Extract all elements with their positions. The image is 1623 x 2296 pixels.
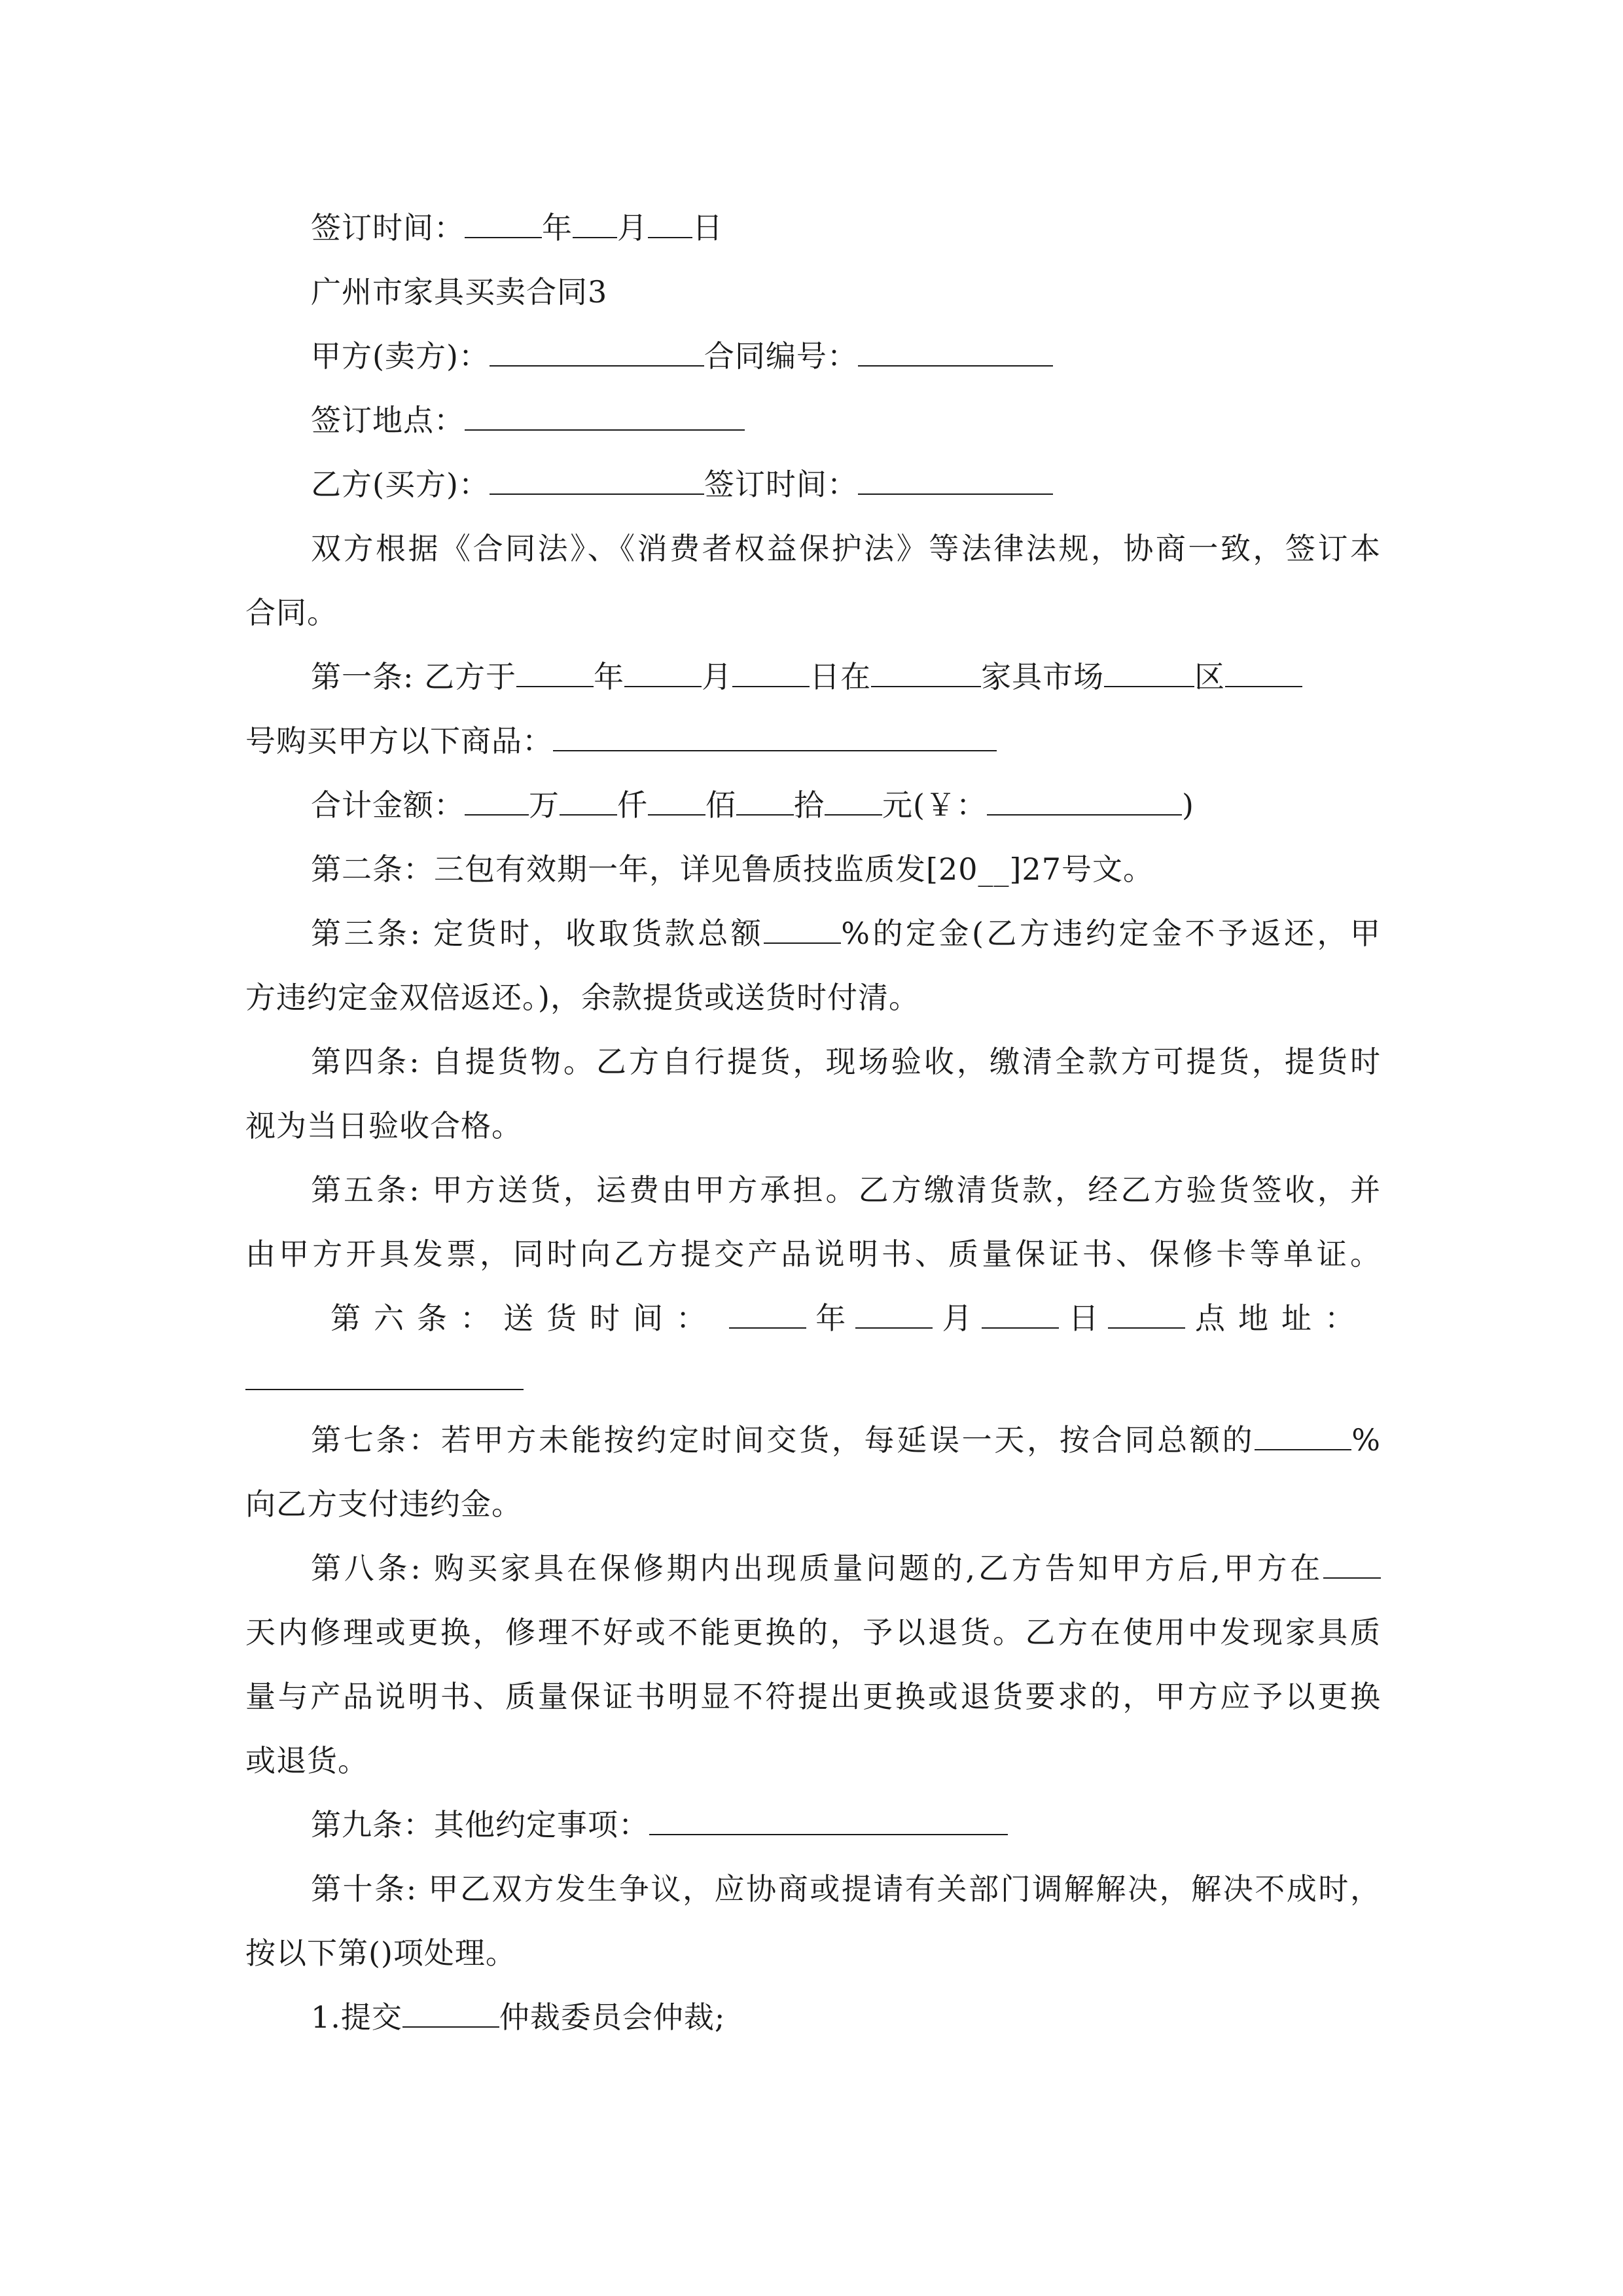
article7-line-2: 向乙方支付违约金。 — [245, 1486, 522, 1522]
article9-line — [311, 1805, 1381, 1844]
sign-place-blank — [465, 402, 745, 431]
article4-line-2: 视为当日验收合格。 — [245, 1108, 522, 1143]
year-text: 年 — [542, 210, 573, 245]
sign-place-label: 签订地点： — [311, 403, 465, 438]
article7-line-1 — [311, 1420, 1381, 1460]
shi-text: 拾 — [794, 787, 825, 823]
article3-part-b: %的定金(乙方违约定金不予返还，甲 — [841, 916, 1382, 951]
article1-line-1 — [311, 657, 1381, 696]
bai-text: 佰 — [705, 787, 736, 823]
qian-text: 仟 — [617, 787, 648, 823]
a1-district: 区 — [1194, 659, 1226, 694]
article3-line-1 — [311, 914, 1381, 953]
article3-line-2: 方违约定金双倍返还。)，余款提货或送货时付清。 — [245, 980, 919, 1015]
article1-line-2 — [245, 721, 1381, 761]
deposit-blank — [764, 915, 841, 944]
party-b-line — [311, 465, 1381, 504]
sign-date-label: 签订时间： — [311, 210, 465, 245]
a1-day-blank — [732, 658, 810, 687]
party-a-blank — [490, 338, 704, 367]
a1-month-blank — [624, 658, 702, 687]
article6-line — [330, 1299, 1368, 1338]
a6-address-blank — [245, 1389, 524, 1390]
sign-date-line — [311, 208, 1381, 247]
article10-line-1: 第十条: 甲乙双方发生争议，应协商或提请有关部门调解解决，解决不成时， — [311, 1871, 1381, 1907]
close-paren: ) — [1181, 787, 1194, 823]
a1-place-blank — [871, 658, 981, 687]
year-blank — [465, 209, 542, 238]
a6-address-label: 点地址： — [1195, 1300, 1368, 1336]
a8-days-blank — [1323, 1550, 1381, 1579]
article7-text: 第七条：若甲方未能按约定时间交货，每延误一天，按合同总额的 — [311, 1422, 1255, 1458]
party-a-line — [311, 336, 1381, 376]
article5-line-2: 由甲方开具发票，同时向乙方提交产品说明书、质量保证书、保修卡等单证。 — [245, 1236, 1381, 1272]
a6-day: 日 — [1068, 1300, 1099, 1336]
article9-label: 第九条：其他约定事项： — [311, 1807, 649, 1842]
article8-line-4: 或退货。 — [245, 1743, 368, 1778]
article1-line2-prefix: 号购买甲方以下商品： — [245, 723, 553, 759]
a7-rate-blank — [1255, 1422, 1351, 1450]
item1-prefix: 1.提交 — [311, 2000, 402, 2035]
a1-goods-blank — [553, 723, 997, 751]
preamble-line-2: 合同。 — [245, 595, 338, 630]
article8-text: 第八条: 购买家具在保修期内出现质量问题的,乙方告知甲方后,甲方在 — [311, 1551, 1323, 1586]
a1-number-blank — [1225, 658, 1302, 687]
sign-time-label: 签订时间： — [704, 467, 858, 502]
preamble-line-1: 双方根据《合同法》、《消费者权益保护法》等法律法规，协商一致，签订本 — [311, 531, 1381, 566]
article6-prefix: 第六条：送货时间： — [330, 1300, 719, 1336]
day-blank — [648, 209, 692, 238]
shi-blank — [736, 787, 794, 816]
wan-text: 万 — [529, 787, 560, 823]
month-text: 月 — [617, 210, 648, 245]
article2-line: 第二条：三包有效期一年，详见鲁质技监质发[20__]27号文。 — [311, 852, 1154, 887]
a1-district-blank — [1104, 658, 1194, 687]
contract-no-label: 合同编号： — [704, 338, 858, 374]
a7-percent: % — [1351, 1422, 1381, 1458]
month-blank — [573, 209, 617, 238]
a9-other-blank — [649, 1806, 1008, 1835]
bai-blank — [648, 787, 705, 816]
party-a-label: 甲方(卖方)： — [311, 338, 490, 374]
item1-line — [311, 1998, 1381, 2037]
sign-place-line — [311, 401, 1381, 440]
yuan-blank — [825, 787, 882, 816]
article8-line-2: 天内修理或更换，修理不好或不能更换的，予以退货。乙方在使用中发现家具质 — [245, 1615, 1381, 1650]
total-amount-line — [311, 785, 1381, 825]
day-text: 日 — [692, 210, 723, 245]
article1-prefix: 第一条: 乙方于 — [311, 659, 517, 694]
article8-line-1 — [311, 1549, 1381, 1588]
wan-blank — [465, 787, 529, 816]
contract-no-blank — [858, 338, 1053, 367]
rmb-blank — [987, 787, 1182, 816]
item1-suffix: 仲裁委员会仲裁; — [499, 2000, 726, 2035]
a1-month: 月 — [702, 659, 733, 694]
qian-blank — [560, 787, 617, 816]
article5-line-1: 第五条: 甲方送货，运费由甲方承担。乙方缴清货款，经乙方验货签收，并 — [311, 1172, 1381, 1208]
yuan-text: 元(￥： — [882, 787, 987, 823]
a6-day-blank — [982, 1300, 1059, 1329]
a6-month-blank — [855, 1300, 933, 1329]
a6-year-blank — [729, 1300, 806, 1329]
party-b-blank — [490, 466, 704, 495]
a1-year: 年 — [594, 659, 625, 694]
sign-time-blank — [858, 466, 1053, 495]
article4-line-1: 第四条: 自提货物。乙方自行提货，现场验收，缴清全款方可提货，提货时 — [311, 1044, 1381, 1079]
contract-title: 广州市家具买卖合同3 — [311, 274, 608, 310]
a6-hour-blank — [1108, 1300, 1185, 1329]
arbitration-blank — [402, 1999, 499, 2028]
article10-line-2: 按以下第()项处理。 — [245, 1935, 516, 1971]
party-b-label: 乙方(买方)： — [311, 467, 490, 502]
article8-line-3: 量与产品说明书、质量保证书明显不符提出更换或退货要求的，甲方应予以更换 — [245, 1679, 1381, 1714]
a6-year: 年 — [815, 1300, 846, 1336]
a1-market: 家具市场 — [981, 659, 1105, 694]
a1-year-blank — [516, 658, 594, 687]
a6-month: 月 — [942, 1300, 972, 1336]
total-label: 合计金额： — [311, 787, 465, 823]
a1-day-at: 日在 — [810, 659, 872, 694]
article3-part-a: 第三条: 定货时，收取货款总额 — [311, 916, 764, 951]
